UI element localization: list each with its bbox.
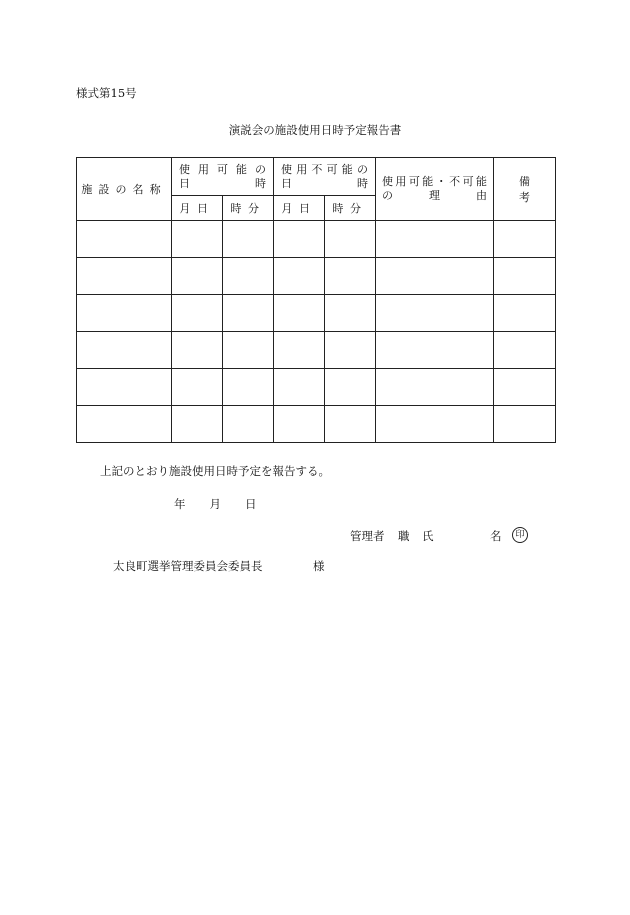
table-cell xyxy=(172,258,223,295)
manager-name-part2: 名 xyxy=(490,529,502,543)
table-cell xyxy=(376,295,494,332)
table-cell xyxy=(376,221,494,258)
table-cell xyxy=(274,332,325,369)
header-reason xyxy=(376,158,494,221)
header-month-day-label: 月日 xyxy=(179,202,215,215)
date-day: 日 xyxy=(245,497,257,511)
table-cell xyxy=(494,221,556,258)
header-unavailable-day: 日 xyxy=(281,176,292,190)
report-statement: 上記のとおり施設使用日時予定を報告する。 xyxy=(100,464,330,478)
header-remarks: 備考 xyxy=(494,158,556,221)
header-hour-minute-label: 時分 xyxy=(230,202,266,215)
table-cell xyxy=(325,369,376,406)
table-cell xyxy=(77,369,172,406)
table-cell xyxy=(494,332,556,369)
header-row-1 xyxy=(77,158,556,196)
document-title: 演説会の施設使用日時予定報告書 xyxy=(228,123,402,137)
manager-name-part1: 氏 xyxy=(422,529,434,543)
header-reason-line1: 使用可能・不可能 xyxy=(382,175,487,188)
date-year: 年 xyxy=(174,497,186,511)
header-reason-yu: 由 xyxy=(476,189,487,202)
table-cell xyxy=(172,406,223,443)
table-body xyxy=(77,221,556,443)
table-cell xyxy=(77,258,172,295)
table-cell xyxy=(274,221,325,258)
header-unavailable-hour-minute xyxy=(325,196,376,221)
header-unavailable-datetime xyxy=(274,158,376,196)
header-unavailable-month-day xyxy=(274,196,325,221)
header-available-line1: 使用可能の xyxy=(179,162,266,176)
table-row xyxy=(77,258,556,295)
date-month: 月 xyxy=(209,497,221,511)
table-cell xyxy=(223,369,274,406)
form-number: 様式第15号 xyxy=(76,86,137,100)
table-cell xyxy=(172,369,223,406)
addressee-committee: 太良町選挙管理委員会委員長 xyxy=(113,559,263,573)
table-cell xyxy=(376,258,494,295)
table-cell xyxy=(223,332,274,369)
header-unavailable-line1: 使用不可能の xyxy=(281,162,368,176)
report-table xyxy=(76,157,556,443)
header-available-month-day xyxy=(172,196,223,221)
table-cell xyxy=(223,295,274,332)
header-available-hour: 時 xyxy=(255,176,266,190)
table-cell xyxy=(325,258,376,295)
table-cell xyxy=(172,332,223,369)
table-cell xyxy=(223,406,274,443)
table-cell xyxy=(274,369,325,406)
header-reason-no: の xyxy=(382,189,393,202)
seal-mark: 印 xyxy=(512,527,528,543)
table-cell xyxy=(172,295,223,332)
table-row xyxy=(77,295,556,332)
table-row xyxy=(77,369,556,406)
table-cell xyxy=(376,332,494,369)
table-cell xyxy=(494,369,556,406)
table-cell xyxy=(223,221,274,258)
manager-post: 職 xyxy=(398,529,410,543)
header-unavailable-hour: 時 xyxy=(357,176,368,190)
table-cell xyxy=(376,369,494,406)
header-unavailable-line2 xyxy=(274,177,375,191)
table-cell xyxy=(77,406,172,443)
table-cell xyxy=(325,406,376,443)
table-cell xyxy=(494,406,556,443)
header-available-day: 日 xyxy=(179,176,190,190)
header-facility-name: 施設の名称 xyxy=(77,158,172,221)
table-cell xyxy=(325,332,376,369)
header-reason-ri: 理 xyxy=(429,189,440,202)
table-cell xyxy=(274,406,325,443)
table-cell xyxy=(77,332,172,369)
table-cell xyxy=(494,258,556,295)
table-cell xyxy=(325,295,376,332)
header-available-datetime xyxy=(172,158,274,196)
table-cell xyxy=(376,406,494,443)
header-available-hour-minute xyxy=(223,196,274,221)
table-row xyxy=(77,332,556,369)
header-reason-line2 xyxy=(376,189,493,203)
table-cell xyxy=(77,295,172,332)
table-cell xyxy=(325,221,376,258)
table-cell xyxy=(223,258,274,295)
table-cell xyxy=(494,295,556,332)
table-row xyxy=(77,406,556,443)
header-hour-minute-label: 時分 xyxy=(332,202,368,215)
header-month-day-label: 月日 xyxy=(281,202,317,215)
table-cell xyxy=(274,258,325,295)
date-line xyxy=(174,496,257,512)
addressee-honorific: 様 xyxy=(313,559,325,573)
table-row xyxy=(77,221,556,258)
addressee xyxy=(113,558,343,574)
table-cell xyxy=(77,221,172,258)
table-cell xyxy=(172,221,223,258)
table-cell xyxy=(274,295,325,332)
manager-signature-line xyxy=(350,528,535,546)
header-available-line2 xyxy=(172,177,273,191)
manager-title: 管理者 xyxy=(350,529,385,543)
